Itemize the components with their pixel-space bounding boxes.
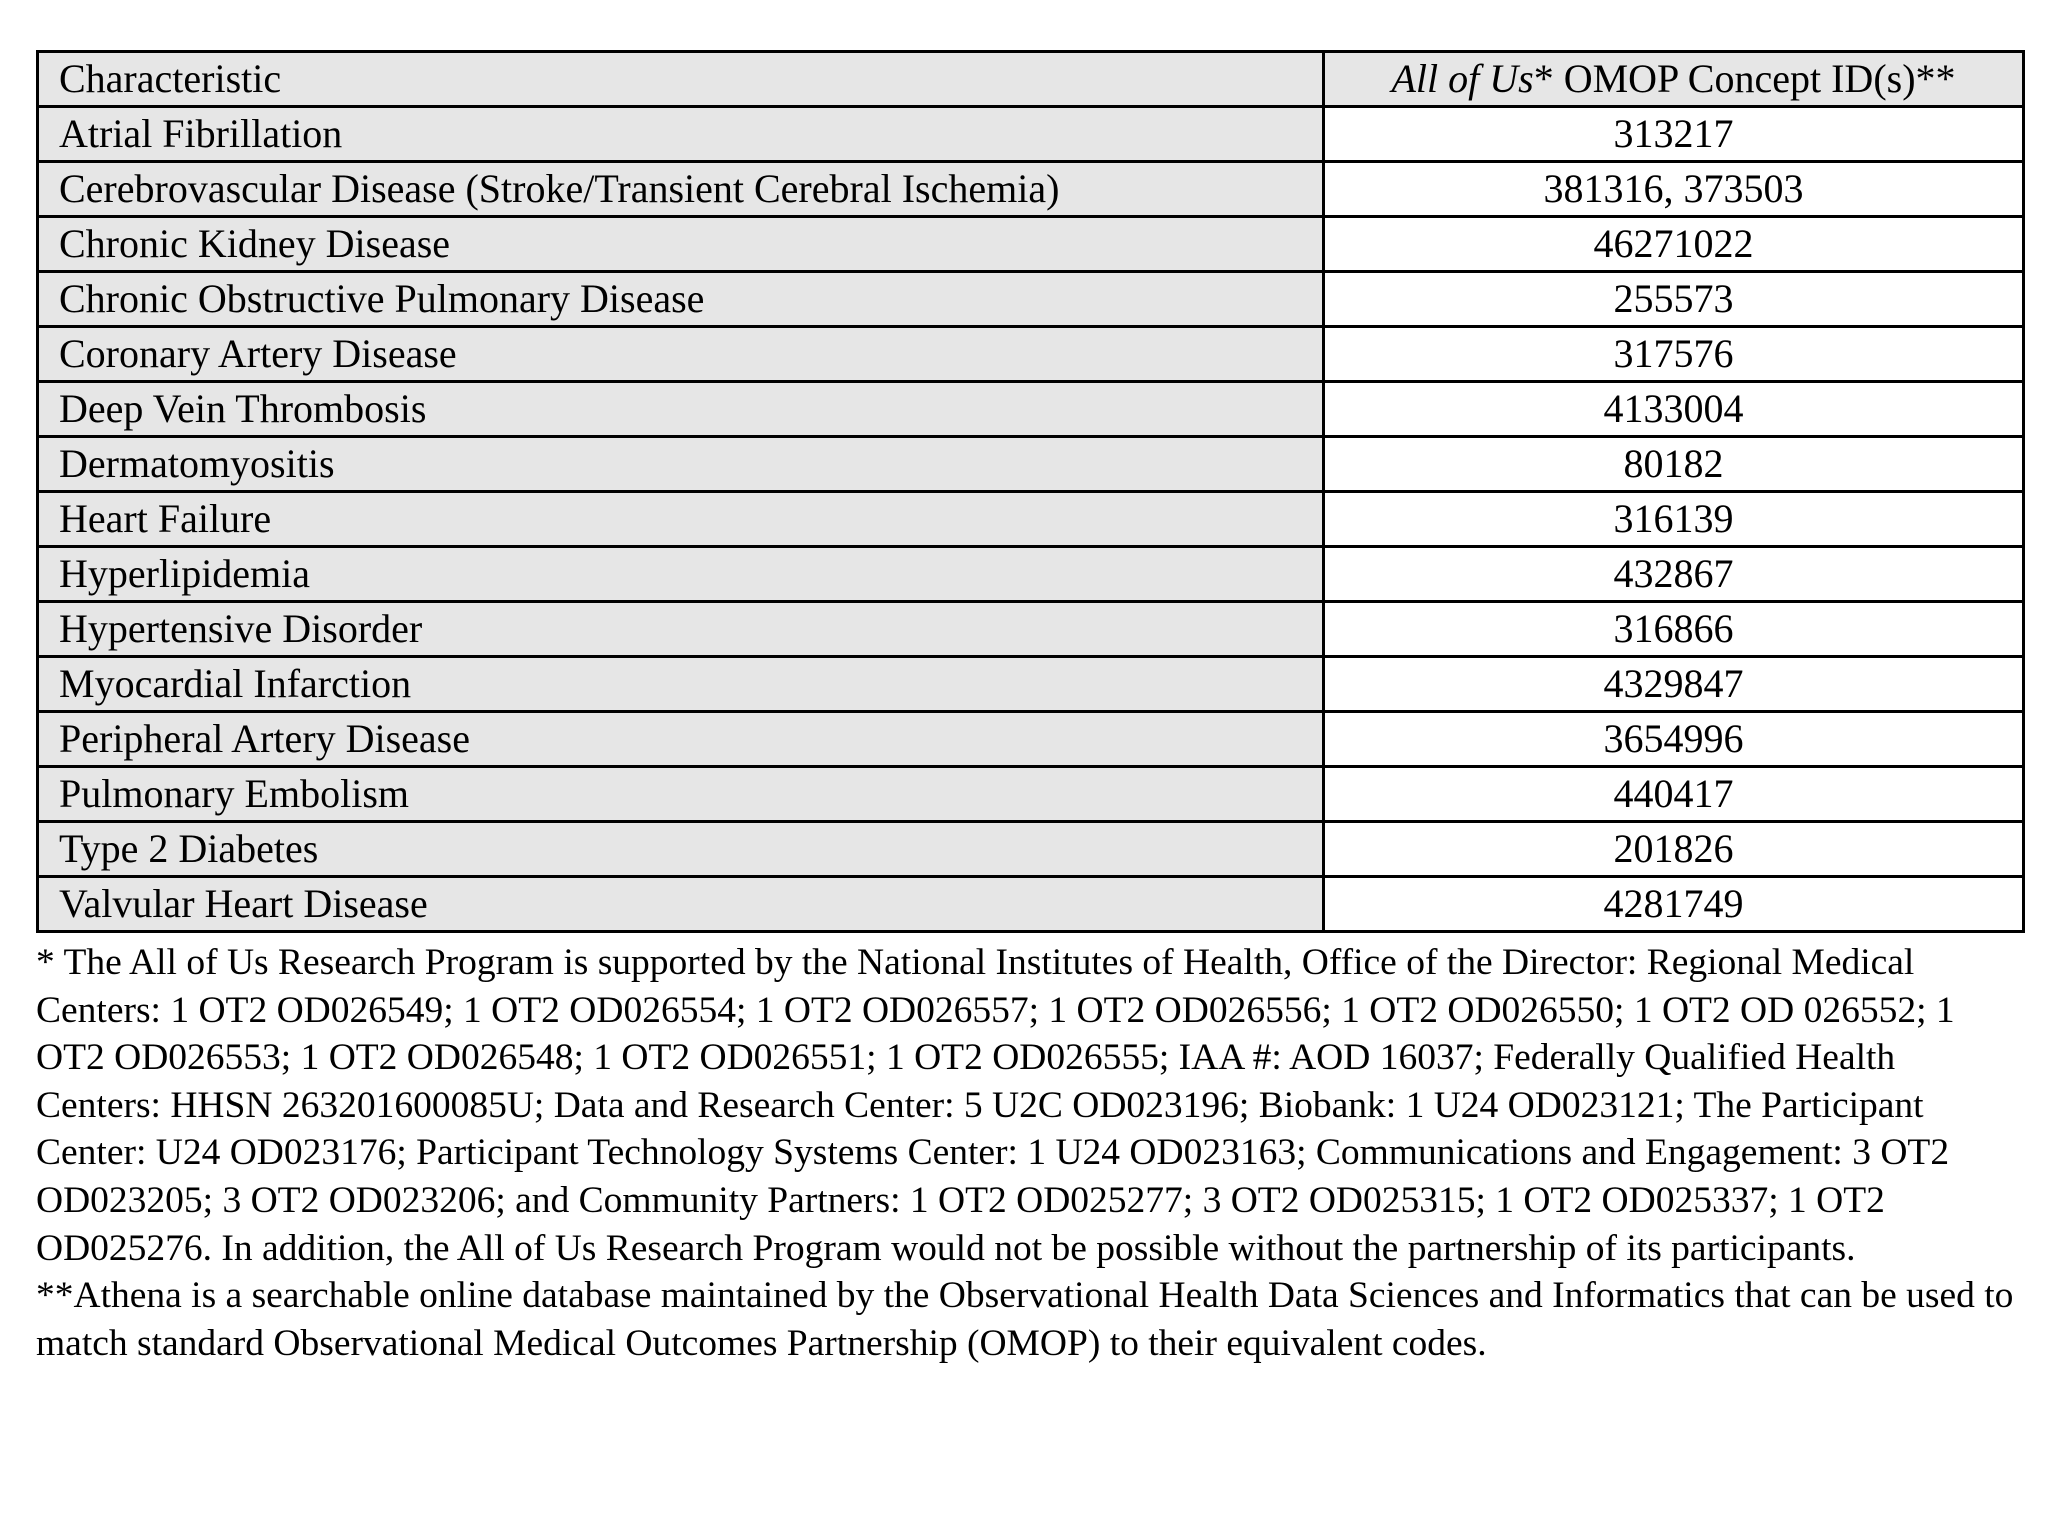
characteristic-cell: Dermatomyositis bbox=[38, 437, 1324, 492]
table-row bbox=[38, 822, 2024, 877]
concept-id-cell: 316866 bbox=[1324, 602, 2024, 657]
characteristic-cell: Hyperlipidemia bbox=[38, 547, 1324, 602]
characteristic-cell: Valvular Heart Disease bbox=[38, 877, 1324, 932]
concept-id-cell: 381316, 373503 bbox=[1324, 162, 2024, 217]
document-page bbox=[36, 50, 2022, 1367]
characteristic-cell: Cerebrovascular Disease (Stroke/Transient Cerebral Ischemia) bbox=[38, 162, 1324, 217]
header-concept-ids-italic: All of Us bbox=[1391, 56, 1534, 101]
table-row bbox=[38, 272, 2024, 327]
characteristic-cell: Myocardial Infarction bbox=[38, 657, 1324, 712]
concept-id-cell: 313217 bbox=[1324, 107, 2024, 162]
table-row bbox=[38, 162, 2024, 217]
characteristic-cell: Pulmonary Embolism bbox=[38, 767, 1324, 822]
table-row bbox=[38, 107, 2024, 162]
table-row bbox=[38, 767, 2024, 822]
header-concept-ids bbox=[1324, 52, 2024, 107]
table-footnotes bbox=[36, 939, 2022, 1367]
header-concept-ids-rest: * OMOP Concept ID(s)** bbox=[1533, 56, 1956, 101]
footnote-athena: **Athena is a searchable online database maintained by the Observational Health Data Sciences and Informatics that can be used to match standard Observational Medical Outcomes Partnership (OMOP) to their equivalent codes. bbox=[36, 1275, 2014, 1364]
characteristic-cell: Chronic Obstructive Pulmonary Disease bbox=[38, 272, 1324, 327]
characteristic-cell: Peripheral Artery Disease bbox=[38, 712, 1324, 767]
characteristic-cell: Heart Failure bbox=[38, 492, 1324, 547]
characteristic-cell: Atrial Fibrillation bbox=[38, 107, 1324, 162]
concept-id-cell: 80182 bbox=[1324, 437, 2024, 492]
characteristic-cell: Deep Vein Thrombosis bbox=[38, 382, 1324, 437]
concept-id-cell: 3654996 bbox=[1324, 712, 2024, 767]
concept-id-cell: 317576 bbox=[1324, 327, 2024, 382]
table-row bbox=[38, 877, 2024, 932]
characteristic-cell: Hypertensive Disorder bbox=[38, 602, 1324, 657]
characteristic-cell: Coronary Artery Disease bbox=[38, 327, 1324, 382]
concept-id-cell: 4133004 bbox=[1324, 382, 2024, 437]
concept-id-cell: 4329847 bbox=[1324, 657, 2024, 712]
concept-id-cell: 255573 bbox=[1324, 272, 2024, 327]
footnote-all-of-us-funding: * The All of Us Research Program is supported by the National Institutes of Health, Office of the Director: Regional Medical Centers: 1 OT2 OD026549; 1 OT2 OD026554; 1 OT2 OD026557; 1 OT2 OD026556; 1 OT2 OD026550; 1 OT2 OD 026552; 1 OT2 OD026553; 1 OT2 OD026548; 1 OT2 OD026551; 1 OT2 OD026555; IAA #: AOD 16037; Federally Qualified Health Centers: HHSN 263201600085U; Data and Research Center: 5 U2C OD023196; Biobank: 1 U24 OD023121; The Participant Center: U24 OD023176; Participant Technology Systems Center: 1 U24 OD023163; Communications and Engagement: 3 OT2 OD023205; 3 OT2 OD023206; and Community Partners: 1 OT2 OD025277; 3 OT2 OD025315; 1 OT2 OD025337; 1 OT2 OD025276. In addition, the All of Us Research Program would not be possible without the partnership of its participants. bbox=[36, 942, 1955, 1269]
characteristic-cell: Chronic Kidney Disease bbox=[38, 217, 1324, 272]
table-row bbox=[38, 492, 2024, 547]
concept-id-table bbox=[36, 50, 2025, 933]
header-characteristic: Characteristic bbox=[38, 52, 1324, 107]
table-row bbox=[38, 657, 2024, 712]
concept-id-cell: 432867 bbox=[1324, 547, 2024, 602]
concept-id-cell: 4281749 bbox=[1324, 877, 2024, 932]
concept-id-cell: 201826 bbox=[1324, 822, 2024, 877]
table-row bbox=[38, 382, 2024, 437]
table-row bbox=[38, 217, 2024, 272]
table-row bbox=[38, 437, 2024, 492]
table-row bbox=[38, 327, 2024, 382]
characteristic-cell: Type 2 Diabetes bbox=[38, 822, 1324, 877]
concept-id-cell: 316139 bbox=[1324, 492, 2024, 547]
table-row bbox=[38, 547, 2024, 602]
concept-id-cell: 46271022 bbox=[1324, 217, 2024, 272]
table-header-row bbox=[38, 52, 2024, 107]
table-row bbox=[38, 602, 2024, 657]
concept-id-cell: 440417 bbox=[1324, 767, 2024, 822]
table-row bbox=[38, 712, 2024, 767]
